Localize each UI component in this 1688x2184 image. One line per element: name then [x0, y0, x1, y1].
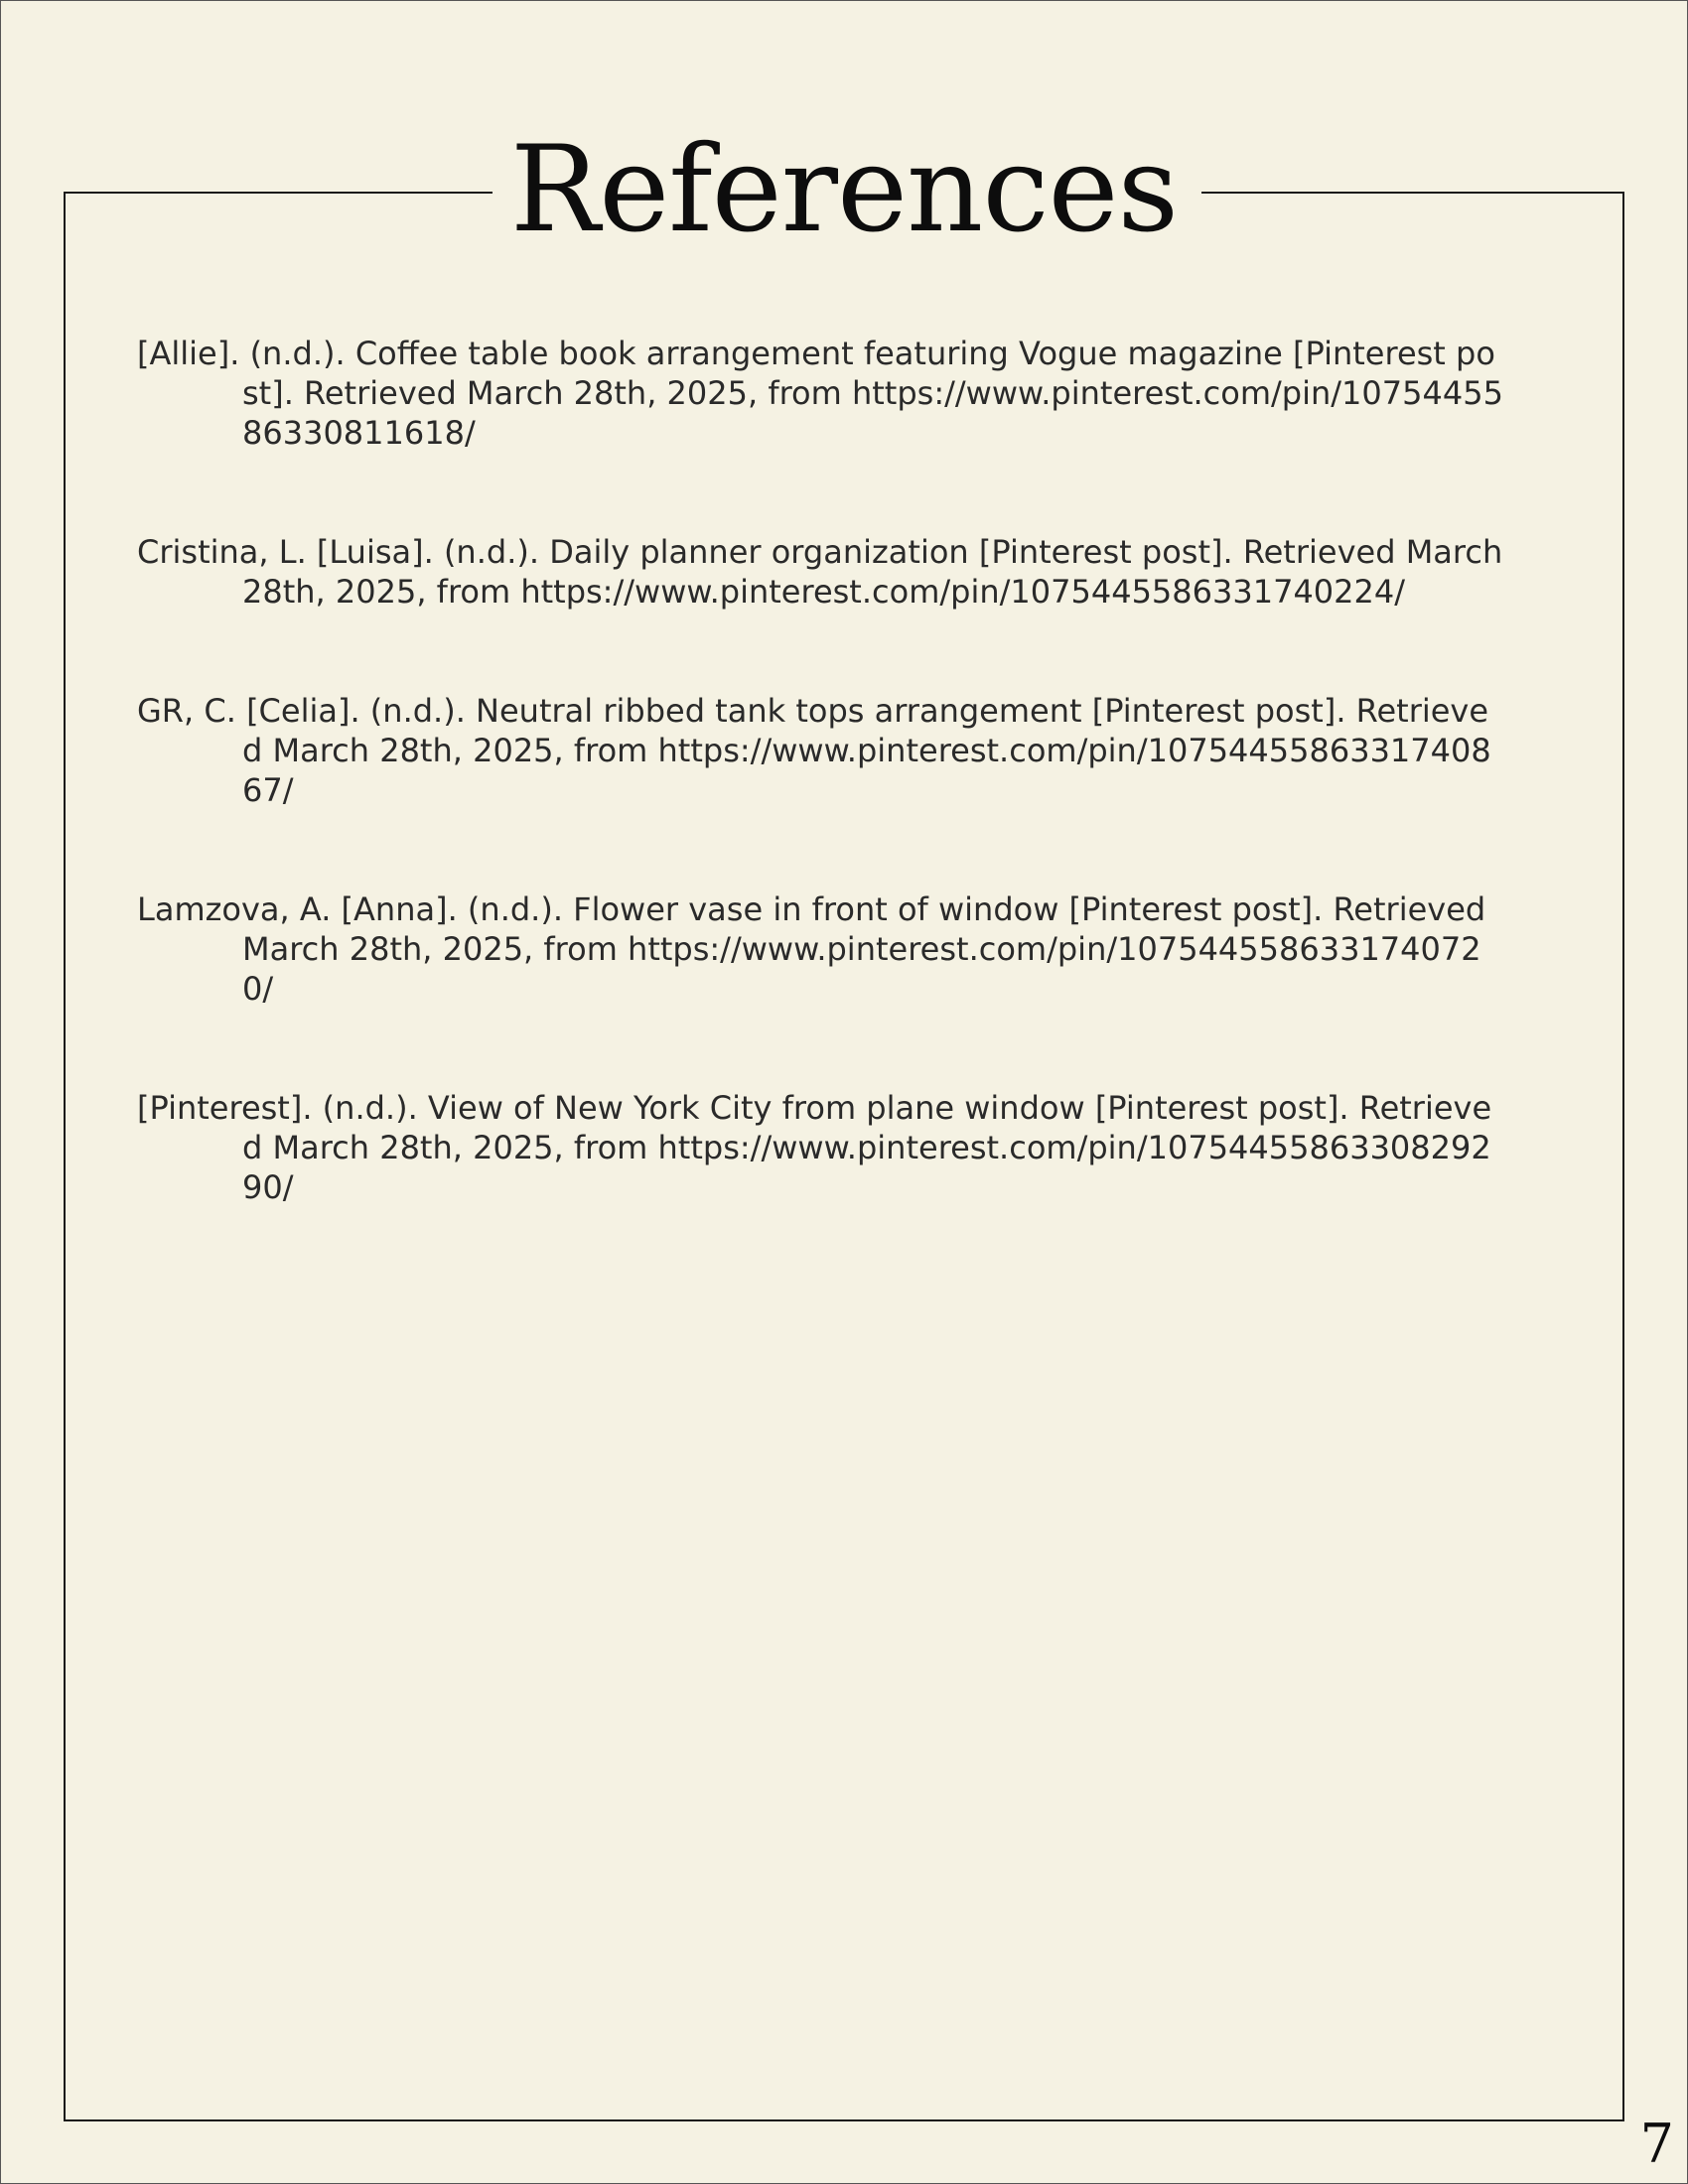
page-number: 7 — [1639, 2113, 1674, 2175]
reference-item: Cristina, L. [Luisa]. (n.d.). Daily planner organization [Pinterest post]. Retrieved March 28th, 2025, from https://www.pinterest.com/pin/1075445586331740224/ — [137, 533, 1503, 611]
reference-item: [Pinterest]. (n.d.). View of New York City from plane window [Pinterest post]. Retrieved March 28th, 2025, from https://www.pinterest.com/pin/1075445586330829290/ — [137, 1089, 1492, 1206]
reference-item: Lamzova, A. [Anna]. (n.d.). Flower vase in front of window [Pinterest post]. Retrieved March 28th, 2025, from https://www.pinterest.com/pin/1075445586331740720/ — [137, 890, 1486, 1008]
reference-item: [Allie]. (n.d.). Coffee table book arrangement featuring Vogue magazine [Pinterest post]. Retrieved March 28th, 2025, from https://www.pinterest.com/pin/1075445586330811618/ — [137, 335, 1503, 452]
reference-list — [137, 334, 1507, 1287]
page-title: References — [509, 121, 1179, 259]
reference-item: GR, C. [Celia]. (n.d.). Neutral ribbed tank tops arrangement [Pinterest post]. Retrieved March 28th, 2025, from https://www.pinterest.com/pin/1075445586331740867/ — [137, 692, 1491, 809]
